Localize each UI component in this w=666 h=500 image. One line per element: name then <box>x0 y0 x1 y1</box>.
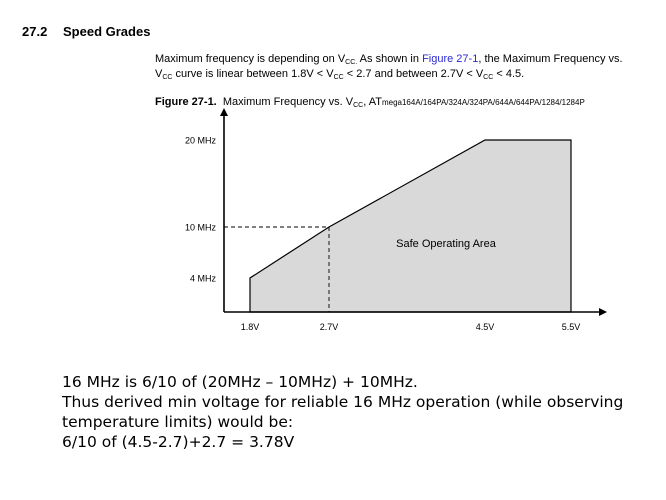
paragraph-text: < 2.7 and between 2.7V < V <box>343 68 484 80</box>
paragraph-text: Maximum frequency is depending on V <box>155 53 346 65</box>
figure-title: , AT <box>363 96 382 108</box>
paragraph-text: curve is linear between 1.8V < V <box>172 68 334 80</box>
figure-link[interactable]: Figure 27-1 <box>422 53 479 65</box>
section-number: 27.2 <box>22 24 48 39</box>
note-line: Thus derived min voltage for reliable 16 MHz operation (while observing temperature limits) would be: <box>62 393 624 431</box>
vcc-subscript: CC <box>162 74 173 81</box>
vcc-subscript: CC <box>353 102 364 109</box>
paragraph-text: < 4.5. <box>493 68 525 80</box>
y-tick-label: 10 MHz <box>184 222 216 233</box>
section-title: Speed Grades <box>63 24 151 39</box>
vcc-subscript: CC <box>333 74 344 81</box>
note-line: 16 MHz is 6/10 of (20MHz – 10MHz) + 10MHz. <box>62 373 418 391</box>
x-tick-label: 1.8V <box>240 322 260 332</box>
vcc-subscript: CC <box>483 74 494 81</box>
vcc-subscript: CC. <box>345 59 358 66</box>
x-tick-label: 4.5V <box>475 322 495 332</box>
paragraph-text: , the Maximum Frequency vs. <box>478 53 623 65</box>
note-line: 6/10 of (4.5-2.7)+2.7 = 3.78V <box>62 433 295 451</box>
paragraph-text: As shown in <box>357 53 423 65</box>
x-tick-label: 2.7V <box>319 322 339 332</box>
figure-title-devices: mega164A/164PA/324A/324PA/644A/644PA/1284/1284P <box>381 98 585 107</box>
y-tick-label: 20 MHz <box>184 135 216 146</box>
figure-title: Maximum Frequency vs. V <box>222 96 354 108</box>
y-tick-label: 4 MHz <box>189 273 216 284</box>
x-tick-label: 5.5V <box>561 322 581 332</box>
notes <box>62 372 652 452</box>
safe-operating-area <box>250 140 571 312</box>
area-label: Safe Operating Area <box>396 238 496 250</box>
paragraph-text: V <box>155 68 163 80</box>
figure-label: Figure 27-1. <box>155 96 217 108</box>
